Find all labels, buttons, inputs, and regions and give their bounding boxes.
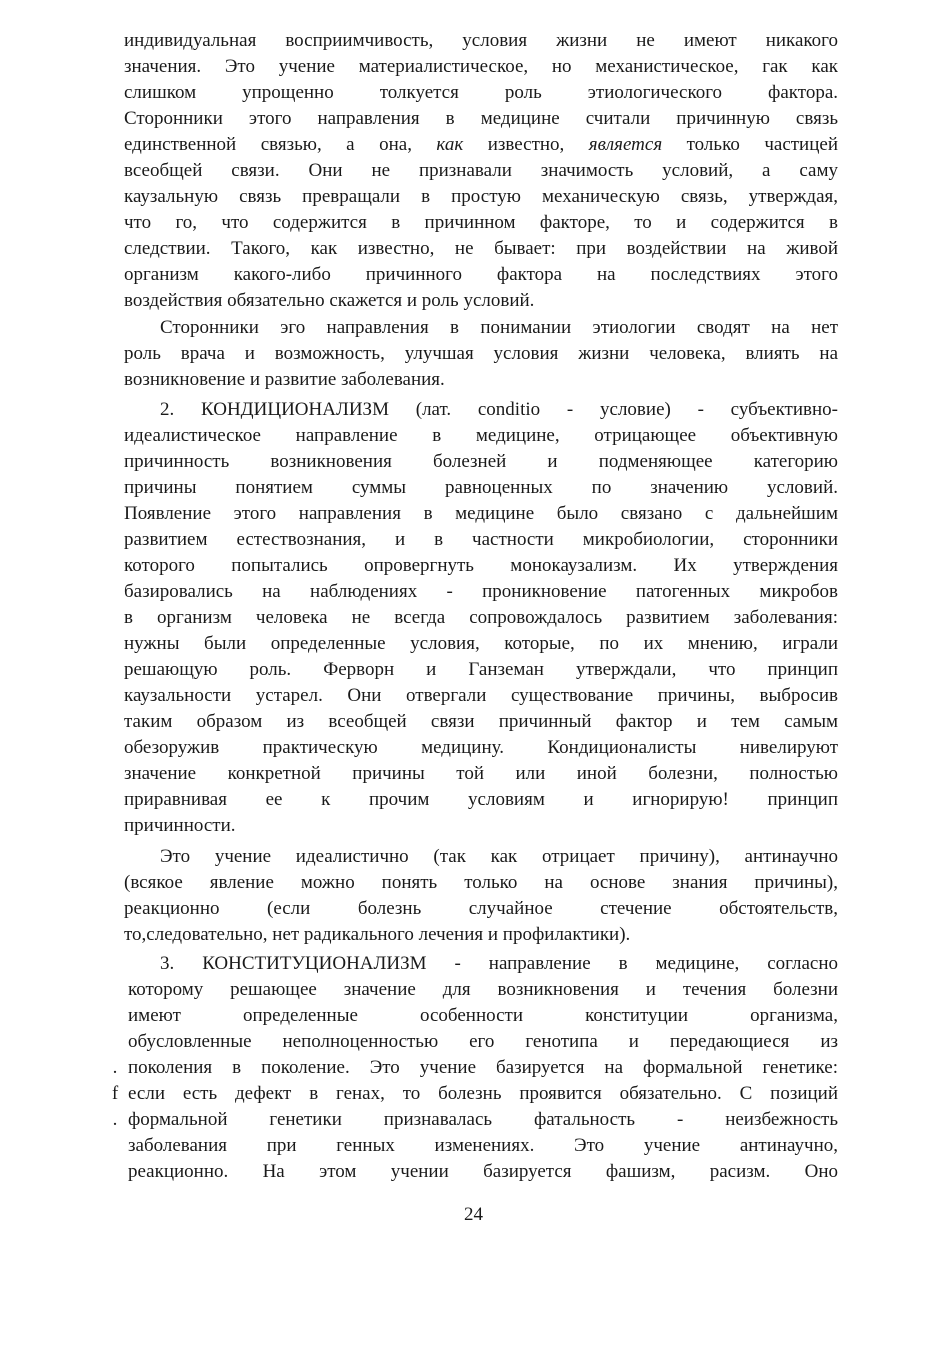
section-heading-line: 3. КОНСТИТУЦИОНАЛИЗМ - направление в медицине, согласно bbox=[160, 953, 838, 974]
italic-word: является bbox=[588, 134, 663, 155]
text-line: поколения в поколение. Это учение базируется на формальной генетике: bbox=[128, 1057, 838, 1078]
paragraph-start-line: Это учение идеалистично (так как отрицает причину), антинаучно bbox=[160, 846, 838, 867]
text-line: (всякое явление можно понять только на основе знания причины), bbox=[124, 872, 838, 893]
text-line: причинность возникновения болезней и подменяющее категорию bbox=[124, 451, 838, 472]
italic-word: как bbox=[436, 134, 464, 155]
text-line: базировались на наблюдениях - проникновение патогенных микробов bbox=[124, 581, 838, 602]
text-line: каузальную связь превращали в простую механическую связь, утверждая, bbox=[124, 186, 838, 207]
text-line: обезоружив практическую медицину. Кондиционалисты нивелируют bbox=[124, 737, 838, 758]
text-line: всеобщей связи. Они не признавали значимость условий, а саму bbox=[124, 160, 838, 181]
text-line: что го, что содержится в причинном факторе, то и содержится в bbox=[124, 212, 838, 233]
text-line: причины понятием суммы равноценных по значению условий. bbox=[124, 477, 838, 498]
text-line: обусловленные неполноценностью его генотипа и передающиеся из bbox=[128, 1031, 838, 1052]
text-line: нужны были определенные условия, которые, по их мнению, играли bbox=[124, 633, 838, 654]
text-line: приравнивая ее к прочим условиям и игнорирую! принцип bbox=[124, 789, 838, 810]
paragraph-start-line: Сторонники эго направления в понимании этиологии сводят на нет bbox=[160, 317, 838, 338]
text-line: реакционно (если болезнь случайное стечение обстоятельств, bbox=[124, 898, 838, 919]
text-line: организм какого-либо причинного фактора на последствиях этого bbox=[124, 264, 838, 285]
margin-mark: . bbox=[112, 1057, 118, 1078]
margin-mark: f bbox=[111, 1083, 119, 1104]
text-line: имеют определенные особенности конституции организма, bbox=[128, 1005, 838, 1026]
text-line: слишком упрощенно толкуется роль этиологического фактора. bbox=[124, 82, 838, 103]
text-line bbox=[124, 132, 838, 158]
text-line: роль врача и возможность, улучшая условия жизни человека, влиять на bbox=[124, 343, 838, 364]
text-line: реакционно. На этом учении базируется фашизм, расизм. Оно bbox=[128, 1161, 838, 1182]
text-segment: только частицей bbox=[662, 134, 838, 155]
page-number: 24 bbox=[464, 1204, 483, 1225]
margin-mark: . bbox=[112, 1109, 118, 1130]
text-line: в организм человека не всегда сопровождалось развитием заболевания: bbox=[124, 607, 838, 628]
text-line: индивидуальная восприимчивость, условия жизни не имеют никакого bbox=[124, 30, 838, 51]
text-line: формальной генетики признавалась фатальность - неизбежность bbox=[128, 1109, 838, 1130]
text-line: которого попытались опровергнуть монокаузализм. Их утверждения bbox=[124, 555, 838, 576]
text-line: Сторонники этого направления в медицине считали причинную связь bbox=[124, 108, 838, 129]
section-heading-line: 2. КОНДИЦИОНАЛИЗМ (лат. conditio - условие) - субъективно- bbox=[160, 399, 838, 420]
text-line: идеалистическое направление в медицине, отрицающее объективную bbox=[124, 425, 838, 446]
text-line: причинности. bbox=[124, 815, 236, 836]
text-line: заболевания при генных изменениях. Это учение антинаучно, bbox=[128, 1135, 838, 1156]
text-line: то,следовательно, нет радикального лечения и профилактики). bbox=[124, 924, 631, 945]
text-line: которому решающее значение для возникновения и течения болезни bbox=[128, 979, 838, 1000]
text-line: возникновение и развитие заболевания. bbox=[124, 369, 445, 390]
text-line: значение конкретной причины той или иной болезни, полностью bbox=[124, 763, 838, 784]
text-line: воздействия обязательно скажется и роль условий. bbox=[124, 290, 535, 311]
text-line: каузальности устарел. Они отвергали существование причины, выбросив bbox=[124, 685, 838, 706]
text-line: Появление этого направления в медицине было связано с дальнейшим bbox=[124, 503, 838, 524]
text-line: решающую роль. Ферворн и Ганземан утверждали, что принцип bbox=[124, 659, 838, 680]
text-segment: известно, bbox=[463, 134, 589, 155]
text-line: таким образом из всеобщей связи причинный фактор и тем самым bbox=[124, 711, 838, 732]
text-line: следствии. Такого, как известно, не бывает: при воздействии на живой bbox=[124, 238, 838, 259]
text-segment: единственной связью, а она, bbox=[124, 134, 437, 155]
text-line: развитием естествознания, и в частности микробиологии, сторонники bbox=[124, 529, 838, 550]
text-line: если есть дефект в генах, то болезнь проявится обязательно. С позиций bbox=[128, 1083, 838, 1104]
text-line: значения. Это учение материалистическое, но механистическое, гак как bbox=[124, 56, 838, 77]
